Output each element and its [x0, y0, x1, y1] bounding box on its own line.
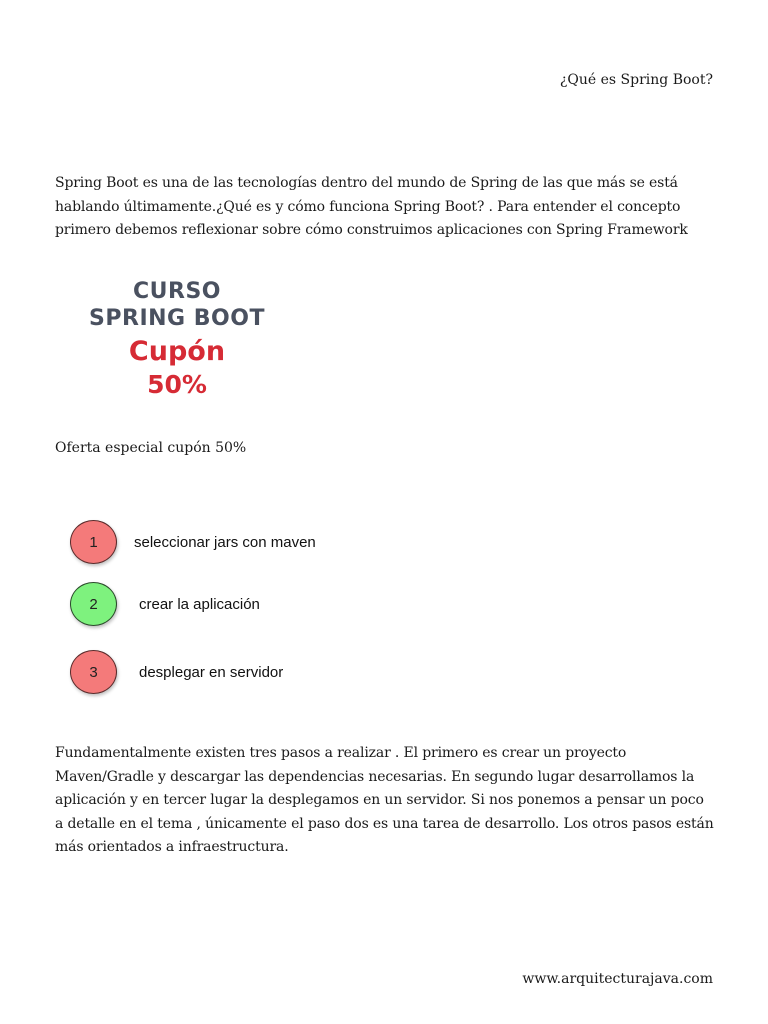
step-3 — [70, 650, 283, 694]
step-number: 1 — [89, 533, 98, 551]
step-1 — [70, 520, 316, 564]
footer-url[interactable]: www.arquitecturajava.com — [522, 971, 713, 987]
step-number-circle-icon — [70, 582, 117, 626]
coupon-caption: Oferta especial cupón 50% — [55, 440, 247, 456]
coupon-banner-image[interactable] — [72, 278, 282, 406]
coupon-line-cupon: Cupón — [128, 336, 226, 367]
step-label: crear la aplicación — [139, 595, 260, 613]
coupon-line-curso: CURSO — [133, 279, 221, 304]
body-paragraph: Fundamentalmente existen tres pasos a realizar . El primero es crear un proyecto Maven/Gradle y descargar las dependencias necesarias. En segundo lugar desarrollamos la aplicación y en tercer lugar la desplegamos en un servidor. Si nos ponemos a pensar un poco a detalle en el tema , únicamente el paso dos es una tarea de desarrollo. Los otros pasos están más orientados a infraestructura. — [55, 745, 714, 856]
step-2 — [70, 582, 260, 626]
step-number-circle-icon — [70, 520, 117, 564]
step-number: 3 — [89, 663, 98, 681]
coupon-line-spring-boot: SPRING BOOT — [89, 306, 265, 331]
coupon-line-percent: 50% — [147, 370, 207, 399]
step-number-circle-icon — [70, 650, 117, 694]
step-label: seleccionar jars con maven — [134, 533, 316, 551]
page-title: ¿Qué es Spring Boot? — [559, 72, 713, 88]
step-label: desplegar en servidor — [139, 663, 284, 681]
intro-paragraph: Spring Boot es una de las tecnologías dentro del mundo de Spring de las que más se está hablando últimamente.¿Qué es y cómo funciona Spring Boot? . Para entender el concepto primero debemos reflexionar sobre cómo construimos aplicaciones con Spring Framework — [55, 175, 688, 239]
step-number: 2 — [89, 595, 98, 613]
